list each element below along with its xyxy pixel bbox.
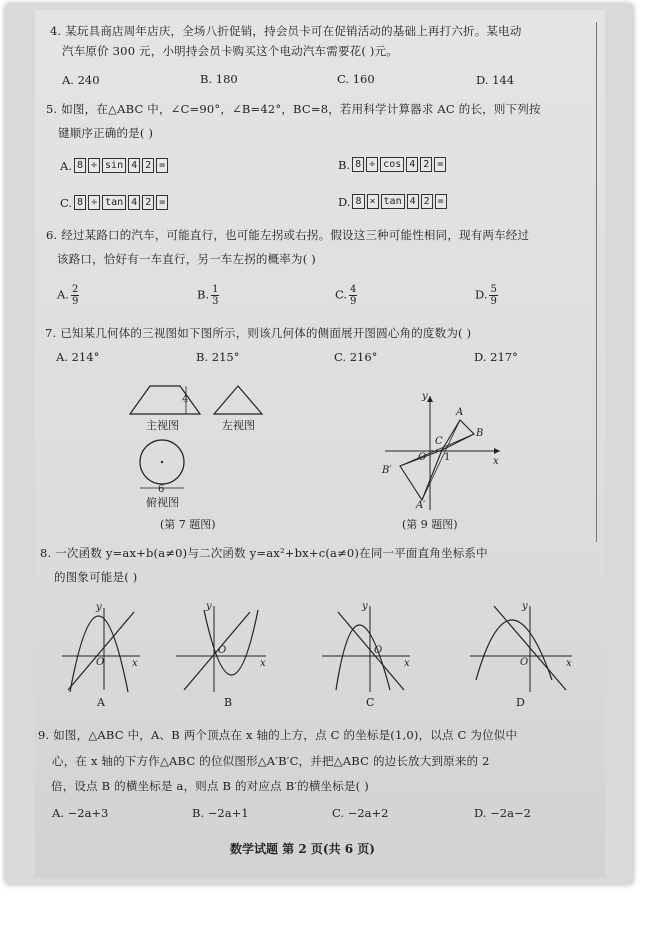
key: 8 xyxy=(352,194,364,209)
graph-b-x-label: x xyxy=(260,658,266,669)
denominator: 9 xyxy=(490,296,497,307)
q8-line1: 8. 一次函数 y=ax+b(a≠0)与二次函数 y=ax²+bx+c(a≠0)在同一平面直角坐标系中 xyxy=(40,546,488,560)
fig7-height-label: 4 xyxy=(182,394,189,405)
key: 8 xyxy=(352,157,364,172)
q7-option-b: B. 215° xyxy=(196,350,240,364)
q9-line1: 9. 如图，△ABC 中，A、B 两个顶点在 x 轴的上方，点 C 的坐标是(1,0)，以点 C 为位似中 xyxy=(38,728,518,742)
graph-a xyxy=(62,608,140,692)
q6-line2: 该路口，恰好有一车直行，另一车左拐的概率为( ) xyxy=(57,252,316,266)
q9-option-d: D. −2a−2 xyxy=(474,806,531,820)
q6-option-d-label: D. xyxy=(475,287,488,302)
graph-d-origin-label: O xyxy=(520,657,529,668)
numerator: 2 xyxy=(71,284,79,295)
graph-b-label: B xyxy=(224,696,233,709)
q4-option-a: A. 240 xyxy=(62,73,100,87)
q9-option-c: C. −2a+2 xyxy=(332,806,389,820)
fig7-top-view-label: 俯视图 xyxy=(146,496,179,509)
q5-option-c-label: C. xyxy=(60,195,73,210)
q5-option-a-label: A. xyxy=(60,158,72,173)
graph-c-label: C xyxy=(366,696,375,709)
graph-d-label: D xyxy=(516,696,525,709)
q4-option-c: C. 160 xyxy=(337,72,375,86)
fig9-a-label: A xyxy=(456,407,464,418)
key: 8 xyxy=(74,158,86,173)
graph-c-origin-label: O xyxy=(374,645,383,656)
key: tan xyxy=(102,195,126,210)
fig9-origin-label: O xyxy=(418,452,427,463)
key: 4 xyxy=(128,158,140,173)
page-footer: 数学试题 第 2 页(共 6 页) xyxy=(230,842,375,856)
key: 4 xyxy=(407,194,419,209)
key: 2 xyxy=(421,194,433,209)
q9-option-b: B. −2a+1 xyxy=(192,806,249,820)
q9-option-a: A. −2a+3 xyxy=(52,806,109,820)
key: = xyxy=(156,195,168,210)
key: ÷ xyxy=(366,157,378,172)
fig7-caption: (第 7 题图) xyxy=(160,518,216,531)
graph-b-origin-label: O xyxy=(218,645,227,656)
graph-a-origin-label: O xyxy=(96,657,105,668)
q5-line2: 键顺序正确的是( ) xyxy=(58,126,154,140)
q4-option-b: B. 180 xyxy=(200,72,238,86)
q6-option-a-label: A. xyxy=(57,287,69,302)
fig7-side-view-label: 左视图 xyxy=(222,419,255,432)
key: tan xyxy=(381,194,405,209)
fig9-a-prime-label: A′ xyxy=(416,500,426,511)
graph-c xyxy=(322,606,410,692)
graph-b-y-label: y xyxy=(206,601,212,612)
q6-option-b-label: B. xyxy=(197,287,210,302)
q4-option-d: D. 144 xyxy=(476,73,515,87)
fig7-diameter-label: 6 xyxy=(158,484,165,495)
denominator: 9 xyxy=(350,296,357,307)
graph-d-y-label: y xyxy=(522,601,528,612)
q6-option-c-label: C. xyxy=(335,287,348,302)
graph-a-x-label: x xyxy=(132,658,138,669)
graph-c-x-label: x xyxy=(404,658,410,669)
key: × xyxy=(367,194,379,209)
key: cos xyxy=(380,157,404,172)
q7-line1: 7. 已知某几何体的三视图如下图所示，则该几何体的侧面展开图圆心角的度数为( ) xyxy=(45,326,472,340)
key: sin xyxy=(102,158,126,173)
q7-option-a: A. 214° xyxy=(56,350,100,364)
key: 4 xyxy=(128,195,140,210)
graph-a-label: A xyxy=(97,696,105,709)
denominator: 3 xyxy=(212,296,219,307)
key: = xyxy=(434,157,446,172)
q9-line2: 心，在 x 轴的下方作△ABC 的位似图形△A′B′C，并把△ABC 的边长放大到原来的 2 xyxy=(52,754,490,768)
key: = xyxy=(435,194,447,209)
q5-option-d-label: D. xyxy=(338,194,351,209)
key: 2 xyxy=(142,195,154,210)
q7-option-c: C. 216° xyxy=(334,350,378,364)
key: ÷ xyxy=(88,195,100,210)
key: 4 xyxy=(406,157,418,172)
denominator: 9 xyxy=(71,296,79,307)
q5-line1: 5. 如图，在△ABC 中，∠C=90°，∠B=42°，BC=8，若用科学计算器求 AC 的长，则下列按 xyxy=(46,102,541,116)
graph-d xyxy=(470,606,572,692)
numerator: 1 xyxy=(212,284,219,295)
q4-line1: 4. 某玩具商店周年店庆，全场八折促销，持会员卡可在促销活动的基础上再打六折。某电动 xyxy=(50,24,522,38)
fig9-b-prime-label: B′ xyxy=(382,465,392,476)
fig9-caption: (第 9 题图) xyxy=(402,518,458,531)
numerator: 5 xyxy=(490,284,497,295)
q9-line3: 倍，设点 B 的横坐标是 a，则点 B 的对应点 B′的横坐标是( ) xyxy=(51,779,369,793)
fig9-b-label: B xyxy=(476,428,484,439)
graph-d-x-label: x xyxy=(566,658,572,669)
key: 8 xyxy=(74,195,86,210)
q7-option-d: D. 217° xyxy=(474,350,518,364)
q4-line2: 汽车原价 300 元，小明持会员卡购买这个电动汽车需要花( )元。 xyxy=(62,44,398,58)
fig9-one-label: 1 xyxy=(444,452,451,463)
fig9-x-label: x xyxy=(493,456,499,467)
key: ÷ xyxy=(88,158,100,173)
q8-line2: 的图象可能是( ) xyxy=(54,570,138,584)
fig9-y-label: y xyxy=(422,391,428,402)
numerator: 4 xyxy=(350,284,357,295)
graph-c-y-label: y xyxy=(362,601,368,612)
fig9-c-label: C xyxy=(435,436,443,447)
key: 2 xyxy=(142,158,154,173)
q5-option-b-label: B. xyxy=(338,157,351,172)
key: 2 xyxy=(420,157,432,172)
graph-a-y-label: y xyxy=(96,602,102,613)
fig7-front-view-label: 主视图 xyxy=(146,419,179,432)
key: = xyxy=(156,158,168,173)
q6-line1: 6. 经过某路口的汽车，可能直行，也可能左拐或右拐。假设这三种可能性相同，现有两车经过 xyxy=(46,228,530,242)
